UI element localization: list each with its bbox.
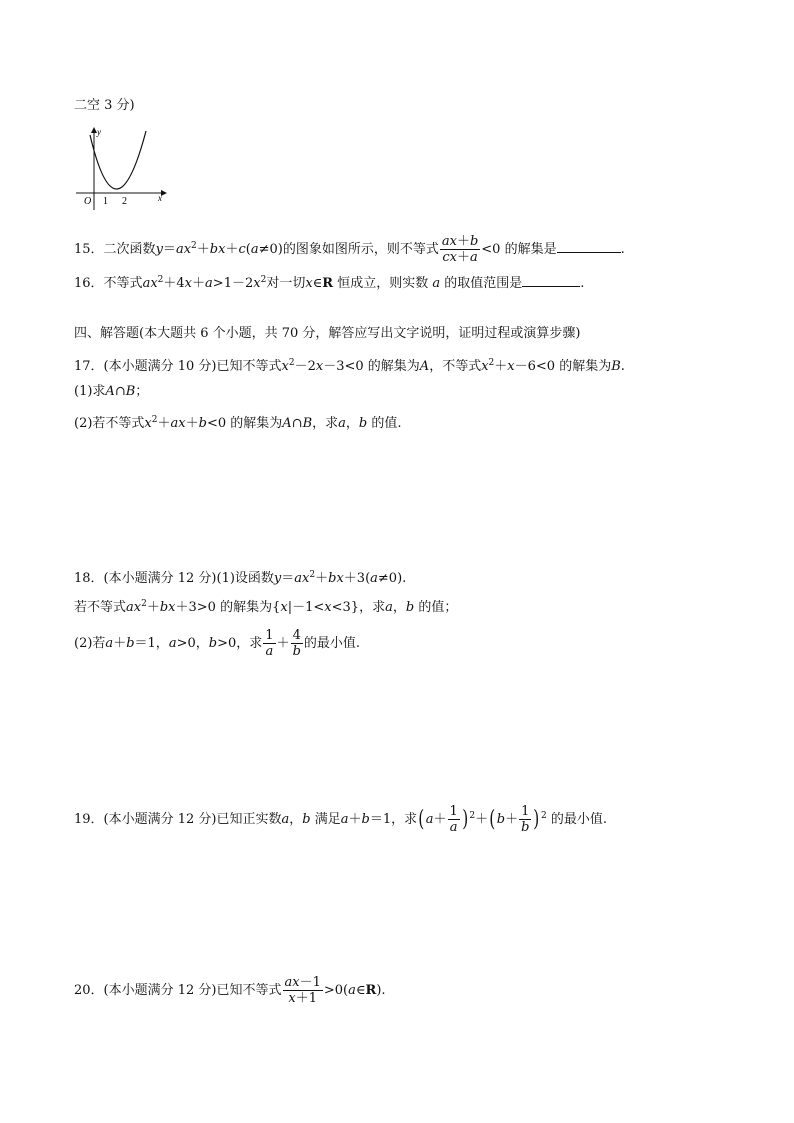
section-intro-tail: 二空 3 分) bbox=[74, 98, 135, 113]
fraction-4-over-b: $\frac{4}{b}$ bbox=[292, 628, 301, 659]
question-17: 17．(本小题满分 10 分)已知不等式$x^2-2x-3<0$ 的解集为A，不等式$x^2+x-6<0$ 的解集为B. bbox=[74, 358, 625, 374]
question-18: 18．(本小题满分 12 分)(1)设函数$y=ax^2+bx+3(a\ne 0)$. bbox=[74, 570, 407, 586]
fraction-1-over-a: $\frac{1}{a}$ bbox=[265, 628, 274, 659]
root1-label: 1 bbox=[103, 196, 108, 207]
origin-label: O bbox=[84, 196, 92, 207]
root2-label: 2 bbox=[122, 196, 127, 207]
fraction-1-over-a-q19: $\frac{1}{a}$ bbox=[449, 804, 458, 835]
y-axis-label: y bbox=[97, 127, 101, 137]
answer-blank-16[interactable] bbox=[522, 274, 580, 287]
question-19: 19．(本小题满分 12 分)已知正实数a，b 满足a＋b＝1，求(a＋ $\frac{1}{a}$ )$^2$＋(b＋ $\frac{1}{b}$ )$^2$ 的最小值. bbox=[74, 804, 608, 835]
parabola-curve bbox=[90, 131, 146, 189]
question-17-part1: (1)求A∩B； bbox=[74, 384, 149, 399]
fraction-ax-b-over-cx-a: $\frac{ax+b}{cx+a}$ bbox=[441, 234, 479, 265]
parabola-graph-svg bbox=[74, 125, 174, 215]
question-18-line2: 若不等式$ax^2+bx+3>0$ 的解集为{x|－1<x<3}，求a，b 的值； bbox=[74, 599, 458, 615]
question-17-part2: (2)若不等式$x^2+ax+b<0$ 的解集为A∩B，求a，b 的值. bbox=[74, 415, 402, 431]
question-15: 15．二次函数$y=ax^2+bx+c(a\ne 0)$的图象如图所示，则不等式 $\frac{ax+b}{cx+a}$ <0 的解集是 . bbox=[74, 234, 625, 265]
question-20: 20．(本小题满分 12 分)已知不等式 $\frac{ax-1}{x+1}$ >0(a∈R). bbox=[74, 975, 386, 1006]
parabola-graph bbox=[74, 125, 174, 215]
x-axis-label: x bbox=[158, 193, 162, 203]
fraction-1-over-b-q19: $\frac{1}{b}$ bbox=[521, 804, 530, 835]
answer-blank-15[interactable] bbox=[557, 240, 621, 253]
fraction-ax-1-over-x-1: $\frac{ax-1}{x+1}$ bbox=[284, 975, 321, 1006]
question-18-line3: (2)若a＋b＝1，a>0，b>0，求 $\frac{1}{a}$ ＋ $\frac{4}{b}$ 的最小值. bbox=[74, 628, 361, 659]
question-16: 16．不等式$ax^2+4x+a>1-2x^2$对一切x∈R 恒成立，则实数 a 的取值范围是 . bbox=[74, 275, 585, 291]
section-4-heading: 四、解答题(本大题共 6 个小题，共 70 分，解答应写出文字说明，证明过程或演算步骤) bbox=[74, 326, 581, 341]
